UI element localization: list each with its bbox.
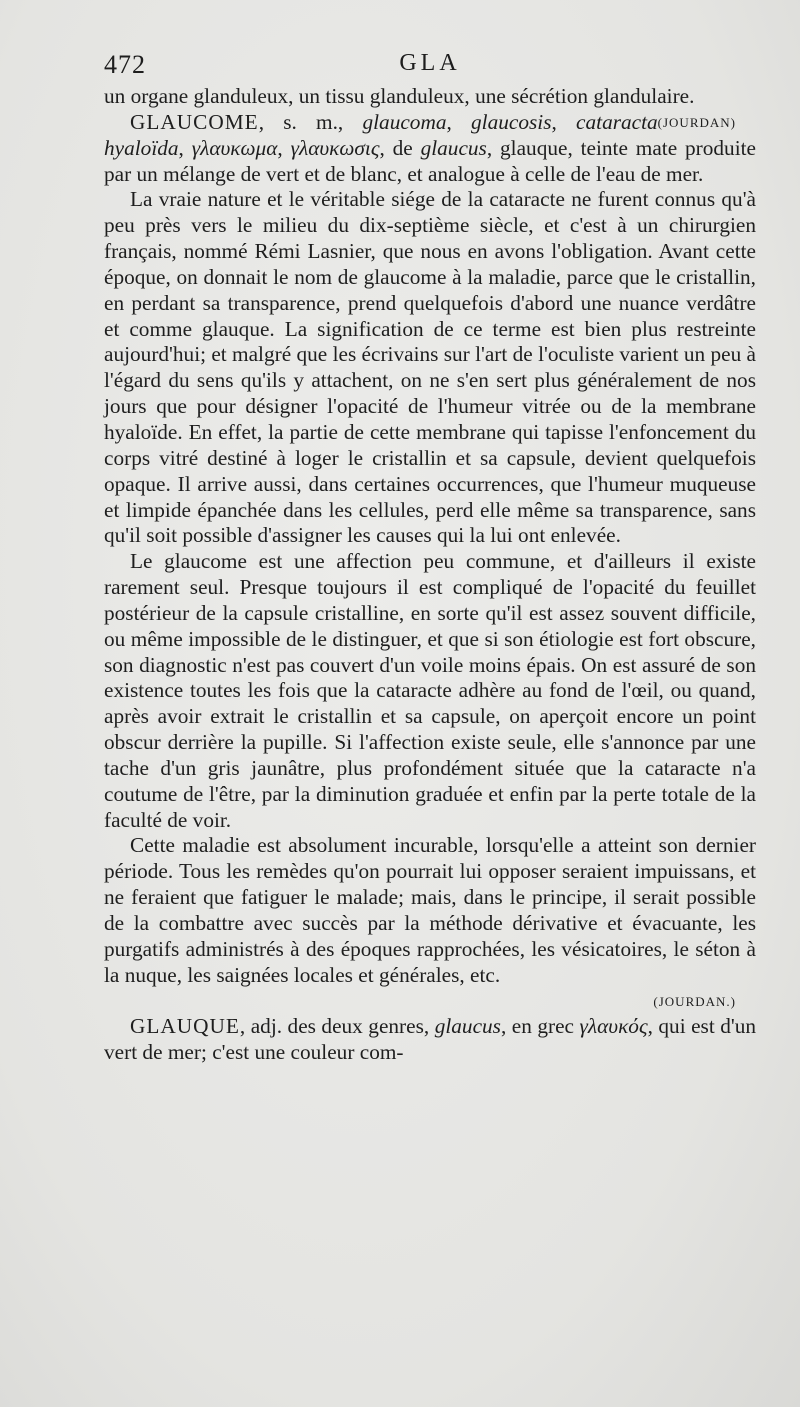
headword-glauque: GLAUQUE: [130, 1014, 240, 1039]
greek-term: γλαυκωμα: [191, 135, 278, 160]
greek-term: γλαυκός: [579, 1014, 648, 1039]
page-number: 472: [104, 50, 146, 79]
author-signature: (JOURDAN): [657, 114, 736, 130]
grammar-note: , s. m.,: [258, 109, 363, 134]
definition-text: , glauque, teinte mate produite par un mélange de vert et de blanc, et analogue à celle de l'eau de mer.: [104, 135, 756, 186]
running-head: GLA: [399, 50, 461, 76]
paragraph: Le glaucome est une affection peu commune, et d'ailleurs il existe rarement seul. Presque toujours il est compliqué de l'opacité du feuillet postérieur de la capsule cristalline, en sorte qu'il est assez souvent difficile, ou même impossible de le distinguer, et que si son étiologie est fort obscure, son diagnostic n'est pas couvert d'un voile moins épais. On est assuré de son existence toutes les fois que la cataracte adhère au fond de l'œil, ou quand, après avoir extrait le cristallin et sa capsule, on aperçoit encore un point obscur derrière la pupille. Si l'affection existe seule, elle s'annonce par une tache d'un gris jaunâtre, plus profondément située que la cataracte n'a coutume de l'être, par la diminution graduée et enfin par la perte totale de la faculté de voir.: [104, 549, 756, 832]
entry-glauque-heading: [104, 1014, 756, 1066]
separator: ,: [277, 135, 291, 160]
separator: ,: [178, 135, 192, 160]
greek-term: γλαυκωσις: [290, 135, 380, 160]
latin-term: glaucus: [434, 1014, 501, 1039]
latin-term: glaucus: [420, 135, 487, 160]
page-header: [104, 50, 756, 82]
separator: ,: [551, 109, 577, 134]
headword-glaucome: GLAUCOME: [130, 109, 259, 134]
body-text: [104, 84, 756, 1066]
latin-term: glaucosis: [471, 109, 552, 134]
paragraph: La vraie nature et le véritable siége de la cataracte ne furent connus qu'à peu près vers le milieu du dix-septième siècle, et c'est à un chirurgien français, nommé Rémi Lasnier, que nous en avons l'obligation. Avant cette époque, on donnait le nom de glaucome à la maladie, parce que le cristallin, en perdant sa transparence, prend quelquefois d'abord une nuance verdâtre et comme glauque. La signification de ce terme est bien plus restreinte aujourd'hui; et malgré que les écrivains sur l'art de l'oculiste varient un peu à l'égard du sens qu'ils y attachent, on ne s'en sert plus généralement de nos jours que pour désigner l'opacité de l'humeur vitrée ou de la membrane hyaloïde. En effet, la partie de cette membrane qui tapisse l'enfoncement du corps vitré destiné à loger le cristallin et sa capsule, devient quelquefois opaque. Il arrive aussi, dans certaines occurrences, que l'humeur muqueuse et limpide épanchée dans les cellules, perd elle même sa transparence, sans qu'il soit possible d'assigner les causes qui la lui ont enlevée.: [104, 187, 756, 548]
separator: ,: [446, 109, 472, 134]
author-signature: (JOURDAN.): [653, 993, 736, 1009]
separator: , en grec: [500, 1014, 580, 1039]
grammar-note: , adj. des deux genres,: [239, 1014, 435, 1039]
separator: , de: [379, 135, 421, 160]
previous-entry-text: un organe glanduleux, un tissu glanduleux, une sécrétion glandulaire.: [104, 84, 695, 108]
latin-term: cataracta hyaloïda: [104, 109, 658, 160]
paragraph: Cette maladie est absolument incurable, lorsqu'elle a atteint son dernier période. Tous les remèdes qu'on pourrait lui opposer seraient impuissans, et ne feraient que fatiguer le malade; mais, dans le principe, il serait possible de la combattre avec succès par la méthode dérivative et évacuante, les purgatifs administrés à des époques rapprochées, les vésicatoires, le séton à la nuque, les saignées locales et générales, etc.: [104, 833, 756, 987]
latin-term: glaucoma: [362, 109, 447, 134]
definition-text: , qui est d'un vert de mer; c'est une couleur com-: [104, 1014, 757, 1065]
